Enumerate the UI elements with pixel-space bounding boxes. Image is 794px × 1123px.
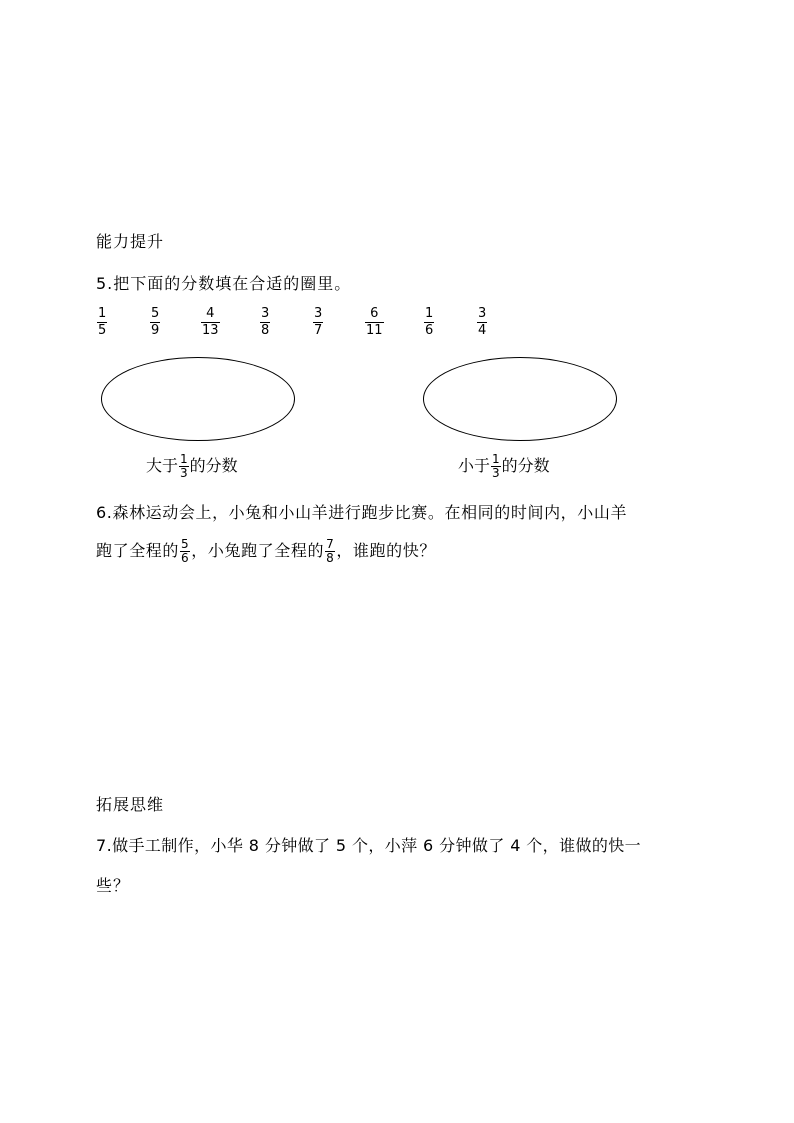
label-less-than: 小于 $\frac{1}{3}$ 的分数 — [458, 452, 550, 480]
fraction-item: $\frac{3}{8}$ — [261, 306, 270, 338]
question-7-line-1: 7.做手工制作，小华 8 分钟做了 5 个，小萍 6 分钟做了 4 个，谁做的快一 — [96, 836, 642, 855]
section-heading-extend: 拓展思维 — [96, 795, 165, 814]
question-7-line-2: 些？ — [96, 876, 131, 895]
label-greater-than: 大于 $\frac{1}{3}$ 的分数 — [146, 452, 238, 480]
fraction-item: $\frac{1}{5}$ — [98, 306, 107, 338]
question-5-text: 5.把下面的分数填在合适的圈里。 — [96, 274, 352, 293]
fraction-item: $\frac{5}{9}$ — [151, 306, 160, 338]
fraction-one-third: $\frac{1}{3}$ — [180, 452, 188, 480]
fraction-item: $\frac{3}{4}$ — [478, 306, 487, 338]
fraction-item: $\frac{3}{7}$ — [314, 306, 323, 338]
question-6-line-1: 6.森林运动会上，小兔和小山羊进行跑步比赛。在相同的时间内，小山羊 — [96, 503, 628, 522]
fraction-item: $\frac{1}{6}$ — [425, 306, 434, 338]
question-6-line-2: 跑了全程的 $\frac{5}{6}$ ，小兔跑了全程的 $\frac{7}{8}$ ，谁跑的快？ — [96, 537, 436, 565]
fraction-five-sixths: $\frac{5}{6}$ — [181, 537, 190, 565]
fraction-seven-eighths: $\frac{7}{8}$ — [326, 537, 335, 565]
ellipse-less-than — [423, 357, 617, 441]
fraction-item: $\frac{6}{11}$ — [366, 306, 383, 338]
section-heading-ability: 能力提升 — [96, 232, 165, 251]
ellipse-greater-than — [101, 357, 295, 441]
fraction-item: $\frac{4}{13}$ — [202, 306, 219, 338]
fraction-one-third: $\frac{1}{3}$ — [492, 452, 500, 480]
